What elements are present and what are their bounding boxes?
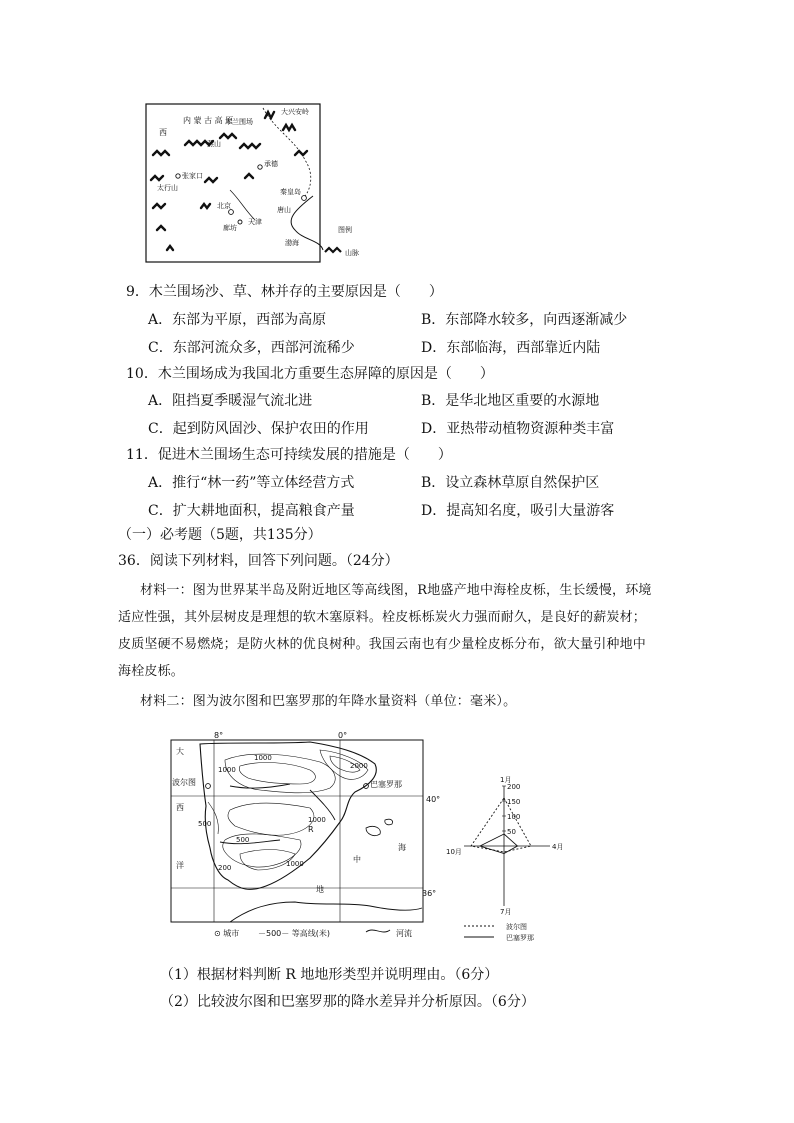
q11-option-c[interactable]: C．扩大耕地面积，提高粮食产量	[148, 503, 355, 519]
label-tianjin: 天津	[248, 218, 262, 226]
radar-tick-label-100: 100	[507, 813, 521, 821]
material1-line-2: 适应性强，其外层树皮是理想的软木塞原料。栓皮栎栎炭火力强而耐久，是良好的薪炭材；	[118, 610, 647, 625]
label-barcelona: 巴塞罗那	[370, 780, 402, 789]
question-9-stem: 9．木兰围场沙、草、林并存的主要原因是（ ）	[126, 284, 443, 300]
contour-200: 200	[218, 864, 232, 872]
contour-1000d: 1000	[286, 860, 304, 868]
legend-title: 图例	[338, 226, 352, 234]
label-yanshan: 燕山	[207, 140, 221, 148]
label-r: R	[308, 825, 314, 834]
contour-2000: 2000	[350, 762, 368, 770]
radar-series-porto	[471, 798, 531, 852]
q10-option-a[interactable]: A．阻挡夏季暖湿气流北进	[148, 393, 313, 409]
label-taihang: 太行山	[157, 184, 178, 192]
legend-mountain-label: 山脉	[345, 249, 359, 257]
lat-40: 40°	[426, 795, 441, 804]
label-zhangjiakou: 张家口	[182, 172, 203, 180]
legend-mountain-symbol	[325, 248, 341, 252]
radar-tick-label-50: 50	[507, 828, 516, 836]
material2-line: 材料二：图为波尔图和巴塞罗那的年降水量资料（单位：毫米）。	[140, 694, 517, 709]
q11-option-a[interactable]: A．推行“林一药”等立体经营方式	[148, 475, 355, 491]
q10-option-b[interactable]: B．是华北地区重要的水源地	[421, 393, 600, 409]
label-tangshan: 唐山	[277, 206, 291, 214]
label-hai: 海	[398, 843, 406, 852]
q9-option-c[interactable]: C．东部河流众多，西部河流稀少	[148, 340, 355, 356]
material1-line-4: 海栓皮栎。	[118, 664, 185, 679]
label-chengde: 承德	[264, 160, 278, 168]
label-di: 地	[316, 885, 324, 894]
label-zhong: 中	[353, 855, 361, 864]
lat-36: 36°	[422, 889, 437, 898]
label-da: 大	[176, 747, 184, 756]
q9-option-b[interactable]: B．东部降水较多，向西逐渐减少	[421, 312, 628, 328]
iberia-contour-map	[170, 730, 441, 940]
label-beijing: 北京	[217, 202, 231, 210]
q10-option-c[interactable]: C．起到防风固沙、保护农田的作用	[148, 421, 369, 437]
label-daxinganling: 大兴安岭	[281, 108, 309, 116]
label-xi: 西	[159, 128, 167, 137]
q11-option-b[interactable]: B．设立森林草原自然保护区	[421, 475, 600, 491]
legend-city: ⊙ 城市	[214, 929, 240, 938]
contour-500a: 500	[236, 836, 250, 844]
lon-0: 0°	[338, 731, 348, 740]
material1-line-1: 材料一：图为世界某半岛及附近地区等高线图，R地盛产地中海栓皮栎，生长缓慢，环境	[140, 583, 652, 598]
question-36-sub-1: （1）根据材料判断 R 地地形类型并说明理由。（6分）	[160, 967, 499, 983]
question-10-stem: 10．木兰围场成为我国北方重要生态屏障的原因是（ ）	[126, 366, 494, 382]
mulan-map	[145, 100, 385, 265]
contour-500b: 500	[198, 820, 212, 828]
radar-series-barcelona	[480, 834, 518, 854]
radar-tick-label-150: 150	[507, 798, 521, 806]
legend-river: 河流	[396, 929, 412, 938]
label-inner-mongolia: 内 蒙 古 高 原	[183, 116, 234, 125]
material1-line-3: 皮质坚硬不易燃烧；是防火林的优良树种。我国云南也有少量栓皮栎分布，欲大量引种地中	[118, 637, 647, 652]
label-qinhuangdao: 秦皇岛	[280, 188, 301, 196]
q10-option-d[interactable]: D．亚热带动植物资源种类丰富	[421, 421, 615, 437]
legend-contour: －500－ 等高线(米)	[258, 929, 331, 938]
section-heading: （一）必考题（5题，共135分）	[118, 527, 322, 543]
question-36-sub-2: （2）比较波尔图和巴塞罗那的降水差异并分析原因。（6分）	[160, 994, 535, 1010]
question-36-stem: 36．阅读下列材料，回答下列问题。（24分）	[118, 553, 399, 569]
question-11-stem: 11．促进木兰围场生态可持续发展的措施是（ ）	[126, 447, 452, 463]
radar-axis-label-jul: 7月	[500, 908, 512, 916]
label-porto: 波尔图	[172, 778, 196, 787]
label-mulan: 木兰围场	[225, 118, 253, 126]
radar-axis-label-apr: 4月	[552, 843, 564, 851]
legend-river-symbol	[366, 930, 390, 932]
label-langfang: 廊坊	[223, 224, 237, 232]
contour-1000c: 1000	[308, 816, 326, 824]
q11-option-d[interactable]: D．提高知名度，吸引大量游客	[421, 503, 615, 519]
label-yang: 洋	[176, 861, 184, 870]
contour-1000b: 1000	[218, 766, 236, 774]
label-xi: 西	[176, 803, 184, 812]
radar-legend-label-0: 波尔图	[506, 923, 527, 931]
label-bohai: 渤海	[285, 239, 299, 247]
radar-legend-label-1: 巴塞罗那	[506, 934, 534, 942]
radar-axis-label-jan: 1月	[500, 776, 512, 784]
q9-option-d[interactable]: D．东部临海，西部靠近内陆	[421, 340, 601, 356]
lon-8: 8°	[214, 731, 224, 740]
precipitation-radar-chart	[446, 770, 564, 942]
q9-option-a[interactable]: A．东部为平原，西部为高原	[148, 312, 327, 328]
radar-axis-label-oct: 10月	[446, 848, 462, 856]
radar-tick-label-200: 200	[507, 783, 521, 791]
contour-1000a: 1000	[254, 754, 272, 762]
